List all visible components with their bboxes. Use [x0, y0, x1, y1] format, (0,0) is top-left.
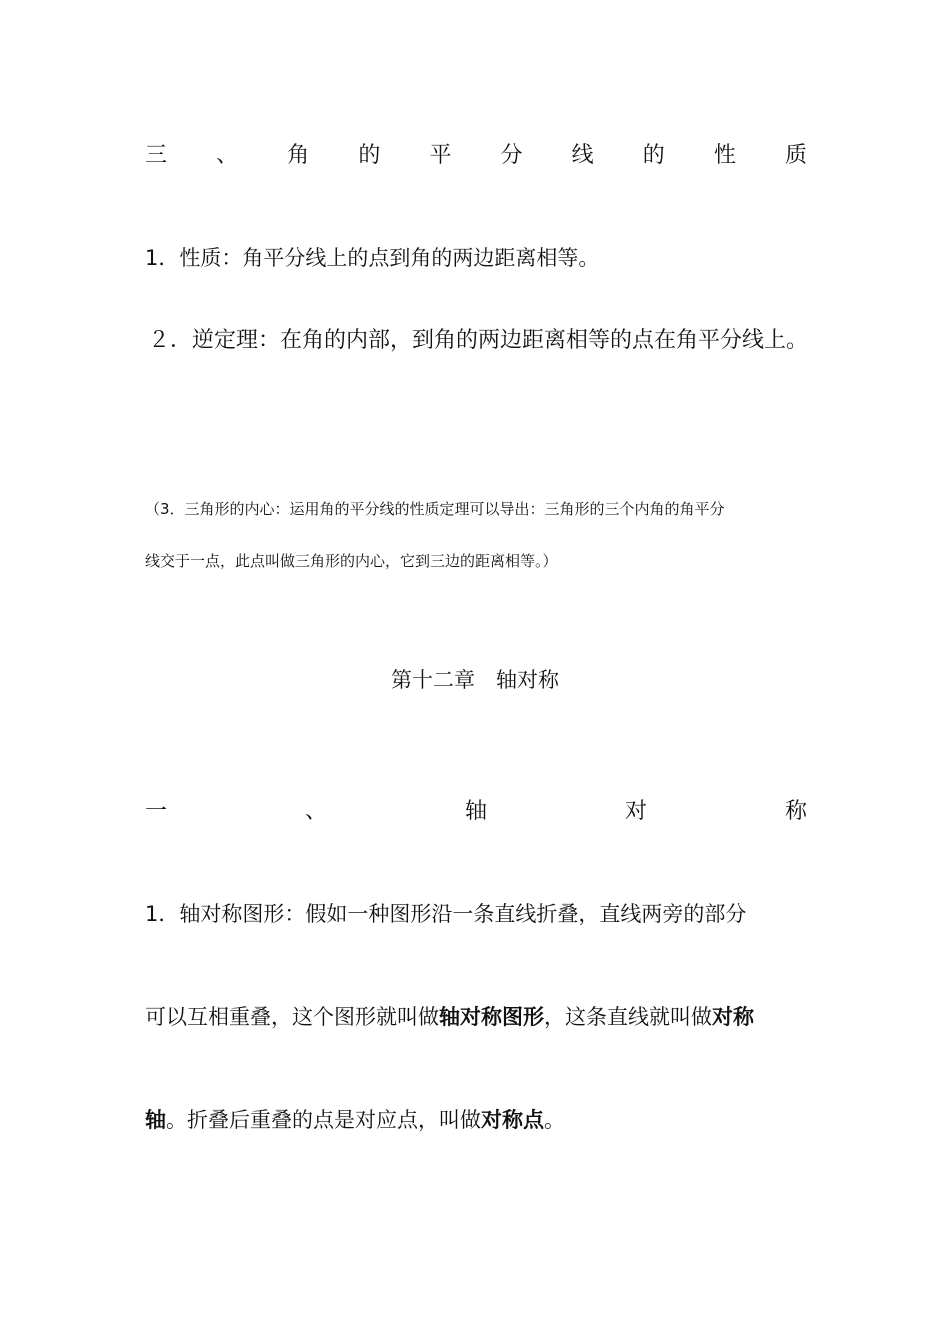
heading-char: 三	[145, 143, 168, 168]
text-segment: ，这条直线就叫做	[544, 1005, 712, 1029]
heading-char: 平	[429, 143, 452, 168]
heading-char: 一	[145, 799, 168, 824]
section-three-heading	[145, 138, 807, 169]
term-axis-symmetric-figure: 轴对称图形	[439, 1005, 544, 1029]
heading-char: 、	[304, 799, 327, 824]
heading-char: 性	[713, 143, 736, 168]
axis-symmetry-definition-line-3	[145, 1104, 565, 1134]
term-symmetry-axis-end: 轴	[145, 1108, 166, 1132]
heading-char: 线	[571, 143, 594, 168]
text-segment: 。折叠后重叠的点是对应点，叫做	[166, 1108, 481, 1132]
heading-char: 的	[358, 143, 381, 168]
term-symmetry-axis-part: 对称	[712, 1005, 754, 1029]
heading-char: 、	[216, 143, 239, 168]
heading-char: 轴	[464, 799, 487, 824]
heading-char: 角	[287, 143, 310, 168]
incenter-note-line-2: 线交于一点，此点叫做三角形的内心，它到三边的距离相等。）	[145, 552, 558, 570]
axis-symmetry-definition-line-1: 1．轴对称图形：假如一种图形沿一条直线折叠，直线两旁的部分	[145, 902, 747, 926]
text-segment: 可以互相重叠，这个图形就叫做	[145, 1005, 439, 1029]
property-item: 1．性质：角平分线上的点到角的两边距离相等。	[145, 246, 600, 270]
heading-char: 分	[500, 143, 523, 168]
incenter-note-line-1: （3．三角形的内心：运用角的平分线的性质定理可以导出：三角形的三个内角的角平分	[145, 500, 725, 518]
heading-char: 的	[642, 143, 665, 168]
heading-char: 称	[784, 799, 807, 824]
chapter-title: 第十二章 轴对称	[391, 668, 559, 692]
heading-char: 对	[624, 799, 647, 824]
heading-char: 质	[784, 143, 807, 168]
converse-theorem-item: ２．逆定理：在角的内部，到角的两边距离相等的点在角平分线上。	[148, 328, 809, 353]
text-segment: 。	[544, 1108, 565, 1132]
axis-symmetry-definition-line-2	[145, 1001, 754, 1031]
term-symmetric-point: 对称点	[481, 1108, 544, 1132]
section-one-heading	[145, 794, 807, 825]
